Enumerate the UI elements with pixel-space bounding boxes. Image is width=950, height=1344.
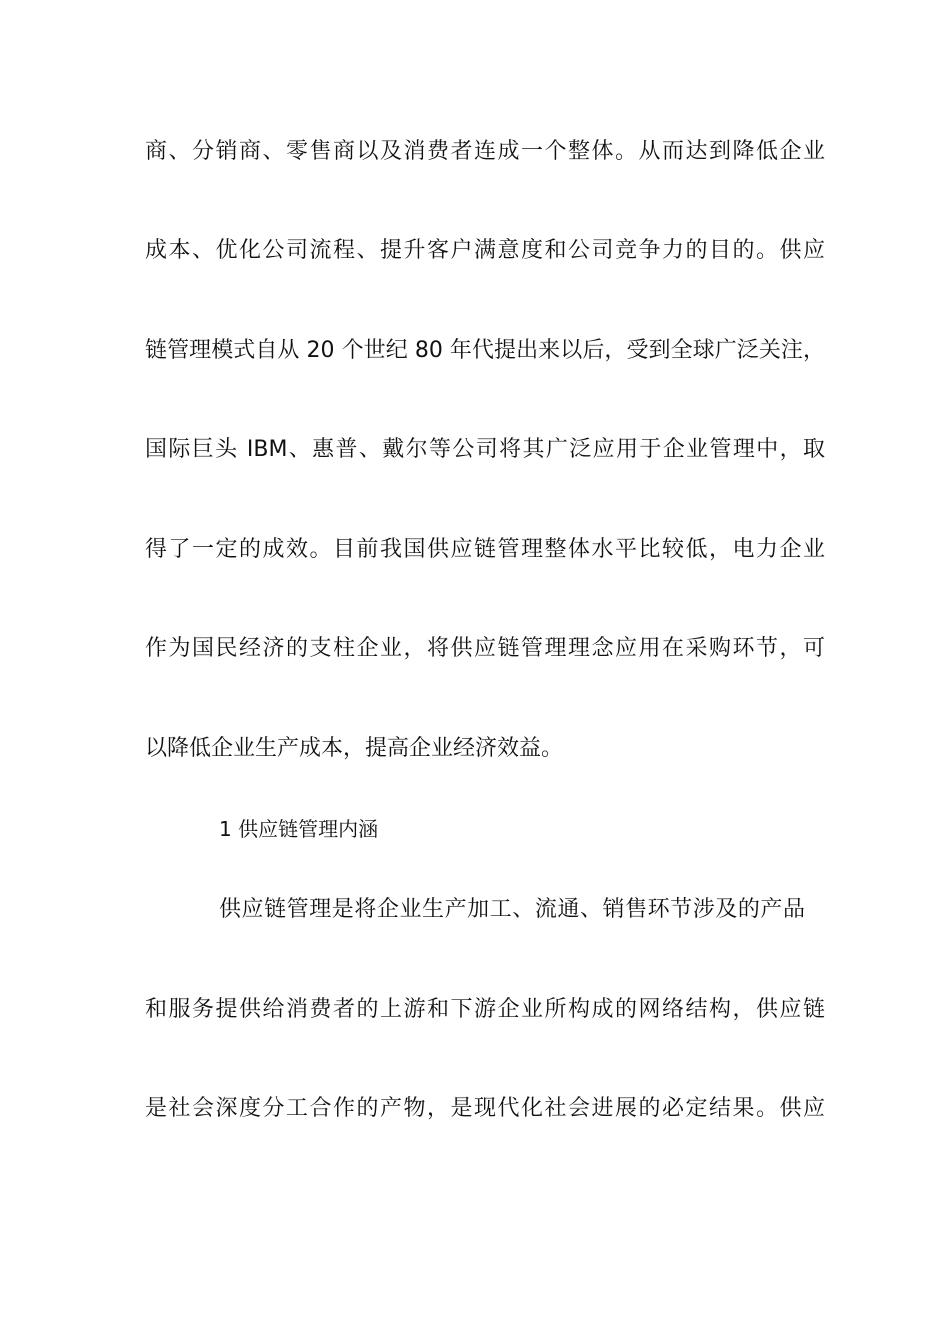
paragraph-line: 商、分销商、零售商以及消费者连成一个整体。从而达到降低企业	[145, 139, 825, 164]
paragraph-line: 得了一定的成效。目前我国供应链管理整体水平比较低，电力企业	[145, 537, 825, 562]
paragraph-line: 和服务提供给消费者的上游和下游企业所构成的网络结构，供应链	[145, 997, 825, 1022]
paragraph-line: 链管理模式自从 20 个世纪 80 年代提出来以后，受到全球广泛关注，	[145, 338, 825, 363]
paragraph-line: 以降低企业生产成本，提高企业经济效益。	[145, 736, 564, 761]
paragraph-line: 供应链管理是将企业生产加工、流通、销售环节涉及的产品	[219, 897, 805, 922]
paragraph-line: 国际巨头 IBM、惠普、戴尔等公司将其广泛应用于企业管理中，取	[145, 437, 825, 462]
section-heading: 1 供应链管理内涵	[219, 817, 379, 841]
paragraph-line: 是社会深度分工合作的产物，是现代化社会进展的必定结果。供应	[145, 1096, 825, 1121]
paragraph-line: 作为国民经济的支柱企业，将供应链管理理念应用在采购环节，可	[145, 636, 825, 661]
paragraph-line: 成本、优化公司流程、提升客户满意度和公司竞争力的目的。供应	[145, 238, 825, 263]
